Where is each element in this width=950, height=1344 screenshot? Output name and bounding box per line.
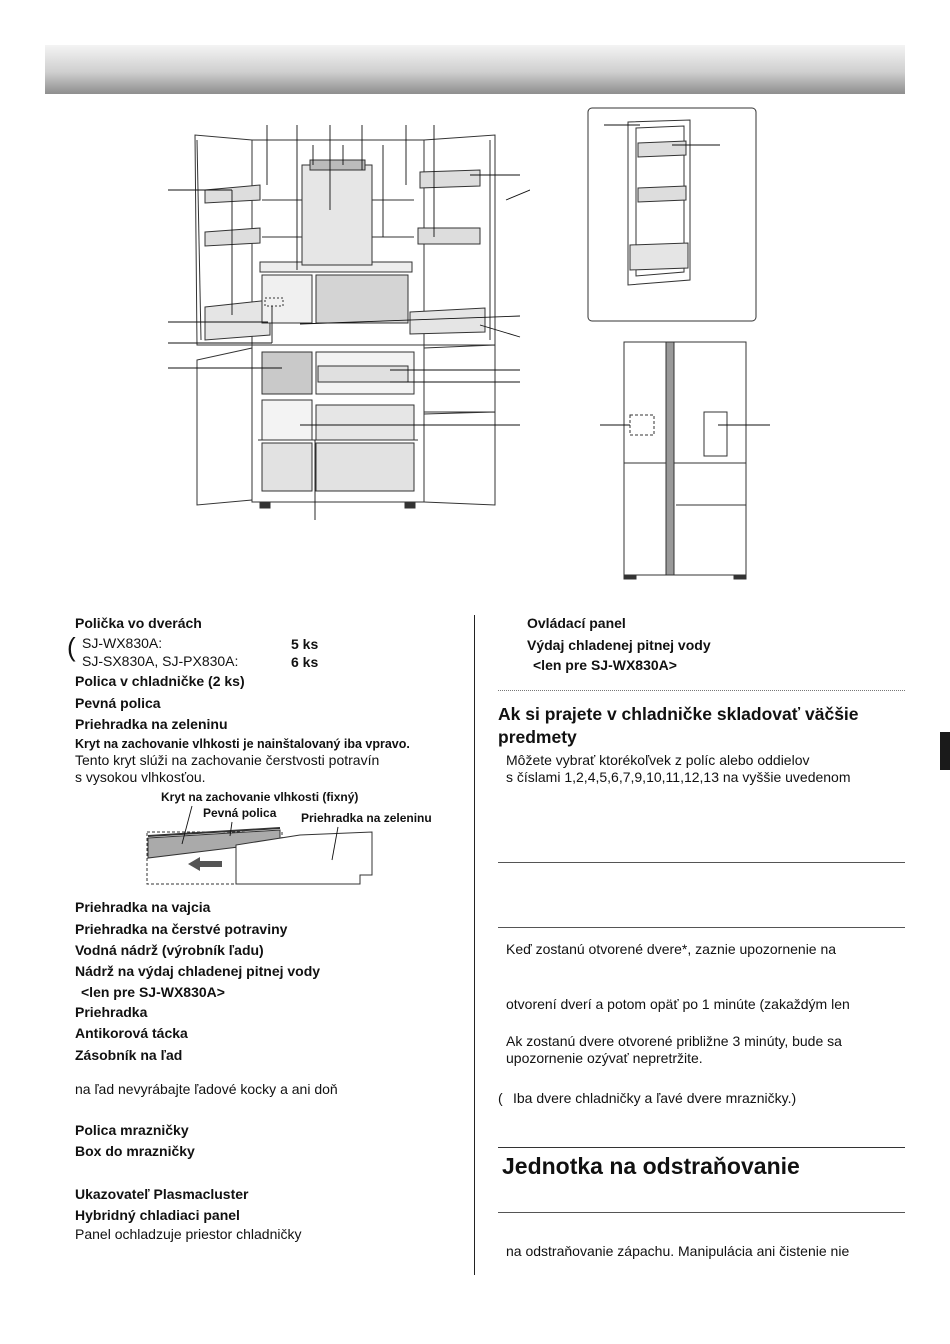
model-1: SJ-WX830A:: [82, 635, 163, 651]
humidity-note: Kryt na zachovanie vlhkosti je nainštalovaný iba vpravo.: [75, 737, 410, 751]
alarm-text-3: Ak zostanú dvere otvorené približne 3 minúty, bude sa: [506, 1033, 842, 1049]
door-shelf-label: Polička vo dverách: [75, 615, 202, 631]
dotted-separator: [498, 690, 905, 691]
door-detail-illustration: [585, 105, 760, 325]
diagram-label-crisper: Priehradka na zeleninu: [301, 811, 432, 825]
diagram-label-shelf: Pevná polica: [203, 806, 277, 820]
model-2: SJ-SX830A, SJ-PX830A:: [82, 653, 239, 669]
large-items-text-2: s číslami 1,2,4,5,6,7,9,10,11,12,13 na vyššie uvedenom: [506, 769, 851, 785]
compartment-label: Priehradka: [75, 1004, 148, 1020]
freezer-shelf-label: Polica mrazničky: [75, 1122, 189, 1138]
freezer-box-label: Box do mrazničky: [75, 1143, 195, 1159]
alarm-text-4: upozornenie ozývať nepretržite.: [506, 1050, 703, 1066]
rule-4: [498, 1212, 905, 1213]
ice-box-label: Zásobník na ľad: [75, 1047, 183, 1063]
alarm-text-1: Keď zostanú otvorené dvere*, zaznie upozornenie na: [506, 941, 837, 957]
large-items-heading-1: Ak si prajete v chladničke skladovať väčšie: [498, 704, 859, 724]
anti-frost-tray-label: Antikorová tácka: [75, 1025, 188, 1041]
alarm-footnote: Iba dvere chladničky a ľavé dvere mrazničky.): [513, 1090, 797, 1106]
large-items-text-1: Môžete vybrať ktorékoľvek z políc alebo oddielov: [506, 752, 810, 768]
hybrid-panel-label: Hybridný chladiaci panel: [75, 1207, 240, 1223]
rule-2: [498, 927, 905, 928]
section-header-bar: [45, 45, 905, 94]
arrow-icon: [188, 857, 222, 871]
hybrid-panel-description: Panel ochladzuje priestor chladničky: [75, 1226, 302, 1242]
plasmacluster-label: Ukazovateľ Plasmacluster: [75, 1186, 249, 1202]
model-2-count: 6 ks: [291, 654, 319, 670]
cover-description-2: s vysokou vlhkosťou.: [75, 769, 206, 785]
water-tank-label: Nádrž na výdaj chladenej pitnej vody: [75, 963, 321, 979]
crisper-diagram: [140, 800, 385, 895]
crisper-label: Priehradka na zeleninu: [75, 716, 228, 732]
chapter-tab: [940, 732, 950, 770]
diagram-label-cover: Kryt na zachovanie vlhkosti (fixný): [161, 790, 359, 804]
control-panel-label: Ovládací panel: [527, 615, 626, 631]
rule-3: [498, 1147, 905, 1148]
ice-note: na ľad nevyrábajte ľadové kocky a ani doň: [75, 1081, 338, 1097]
fridge-shelf-label: Polica v chladničke (2 ks): [75, 673, 245, 689]
large-items-heading-2: predmety: [498, 727, 577, 747]
fixed-shelf-label: Pevná polica: [75, 695, 161, 711]
water-tank-note: <len pre SJ-WX830A>: [81, 984, 225, 1000]
fridge-closed-illustration: [595, 335, 775, 585]
egg-tray-label: Priehradka na vajcia: [75, 899, 211, 915]
deodorizer-text: na odstraňovanie zápachu. Manipulácia ani čistenie nie: [506, 1243, 850, 1259]
rule-1: [498, 862, 905, 863]
deodorizer-heading: Jednotka na odstraňovanie: [502, 1153, 800, 1179]
water-dispense-label: Výdaj chladenej pitnej vody: [527, 637, 711, 653]
ice-tank-label: Vodná nádrž (výrobník ľadu): [75, 942, 264, 958]
alarm-text-2: otvorení dverí a potom opäť po 1 minúte (zakaždým len: [506, 996, 850, 1012]
model-1-count: 5 ks: [291, 636, 319, 652]
cover-description-1: Tento kryt slúži na zachovanie čerstvosti potravín: [75, 752, 380, 768]
fresh-box-label: Priehradka na čerstvé potraviny: [75, 921, 288, 937]
bracket-glyph: (: [67, 632, 76, 662]
alarm-footnote-paren: (: [498, 1090, 503, 1106]
fridge-open-illustration: [150, 108, 530, 528]
water-dispense-note: <len pre SJ-WX830A>: [533, 657, 677, 673]
column-divider: [474, 615, 475, 1275]
